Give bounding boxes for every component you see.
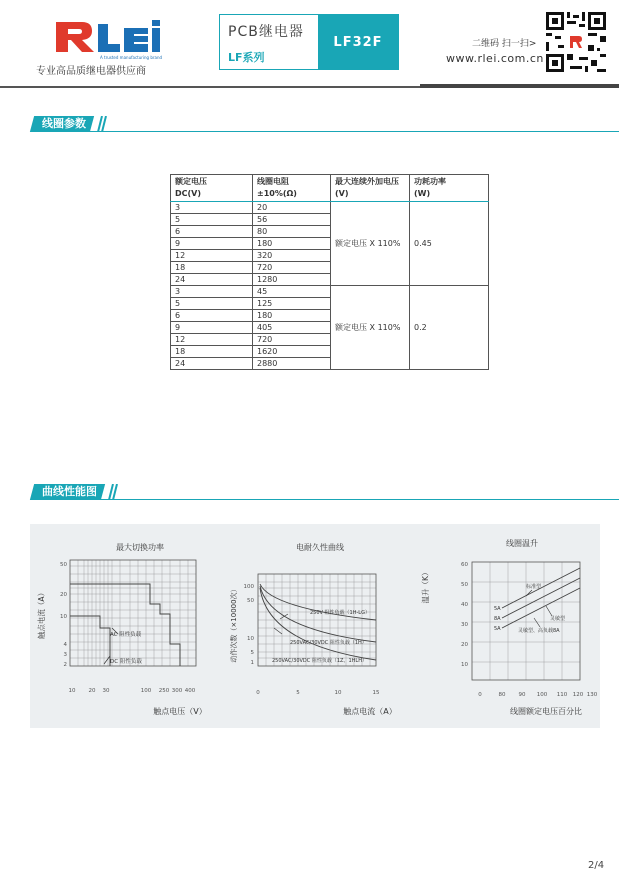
- c2y-tick-label: 5: [250, 650, 254, 656]
- cell-coil-resistance: 720: [253, 262, 331, 274]
- table-row: [171, 286, 489, 298]
- c1y-tick-label: 4: [63, 642, 67, 648]
- cell-rated-voltage: 12: [171, 334, 253, 346]
- chart1-ac-curve: [70, 584, 180, 666]
- cell-rated-voltage: 5: [171, 214, 253, 226]
- cell-rated-voltage: 9: [171, 322, 253, 334]
- c1y-tick-label: 3: [63, 652, 67, 658]
- c1x-tick-label: 20: [88, 688, 96, 694]
- chart3-sens-load-label: 灵敏型、高负载8A: [518, 628, 560, 634]
- chart1-yticks: [60, 562, 68, 668]
- cell-coil-resistance: 80: [253, 226, 331, 238]
- chart2-xticks: [256, 690, 380, 696]
- c3x-tick-label: 90: [518, 692, 526, 698]
- cell-rated-voltage: 24: [171, 358, 253, 370]
- page-number: 2/4: [588, 860, 605, 871]
- c2x-tick-label: 10: [334, 690, 342, 696]
- c2y-tick-label: 10: [247, 636, 254, 642]
- cell-rated-voltage: 6: [171, 226, 253, 238]
- chart3-label-8a: 8A: [494, 616, 501, 622]
- cell-coil-resistance: 180: [253, 238, 331, 250]
- chart2-curve-2-label: 250VAC/30VDC 阻性负载（1H）: [290, 640, 367, 646]
- cell-coil-resistance: 1620: [253, 346, 331, 358]
- cell-coil-resistance: 20: [253, 202, 331, 214]
- chart-electrical-endurance: [226, 524, 406, 728]
- chart2-yticks: [244, 584, 255, 666]
- header-rated-voltage: 额定电压 DC(V): [171, 175, 253, 202]
- product-title: PCB继电器: [228, 24, 304, 40]
- coil-parameter-table: [170, 174, 489, 370]
- c1x-tick-label: 300: [171, 688, 183, 694]
- c3x-tick-label: 130: [586, 692, 598, 698]
- chart2-xlabel: 触点电流（A）: [343, 707, 397, 716]
- cell-power: 0.2: [410, 286, 489, 370]
- website-link[interactable]: www.rlei.com.cn: [446, 52, 544, 65]
- logo-subtext: A trusted manufacturing brand: [100, 55, 162, 60]
- section-line-coil: [32, 131, 619, 132]
- cell-power: 0.45: [410, 202, 489, 286]
- product-series: LF系列: [228, 51, 265, 64]
- c3x-tick-label: 80: [498, 692, 506, 698]
- chart3-label-5a: 5A: [494, 606, 501, 612]
- company-tagline: 专业高品质继电器供应商: [36, 66, 146, 77]
- cell-max-voltage: 额定电压 X 110%: [331, 286, 410, 370]
- c1y-tick-label: 50: [60, 562, 67, 568]
- chart1-grid: [70, 560, 196, 666]
- c3y-tick-label: 30: [461, 622, 468, 628]
- c2x-tick-label: 5: [296, 690, 300, 696]
- header-max-voltage: 最大连续外加电压 (V): [331, 175, 410, 202]
- cell-coil-resistance: 56: [253, 214, 331, 226]
- cell-max-voltage: 额定电压 X 110%: [331, 202, 410, 286]
- table-header-row: [171, 175, 489, 202]
- qr-label: 二维码 扫一扫>: [472, 39, 537, 49]
- cell-coil-resistance: 720: [253, 334, 331, 346]
- chart1-ac-label: AC 阻性负载: [110, 632, 142, 638]
- product-model: LF32F: [318, 15, 398, 69]
- cell-coil-resistance: 2880: [253, 358, 331, 370]
- chart3-xticks: [478, 692, 597, 698]
- cell-rated-voltage: 6: [171, 310, 253, 322]
- chart2-curve-1-label: 250V 阻性负载（1H-LG）: [310, 610, 370, 616]
- section-line-curves: [32, 499, 619, 500]
- c3x-tick-label: 0: [478, 692, 482, 698]
- c3y-tick-label: 40: [461, 602, 468, 608]
- chart3-title: 线圈温升: [506, 539, 538, 548]
- cell-coil-resistance: 45: [253, 286, 331, 298]
- chart3-sens-label: 灵敏型: [550, 616, 566, 622]
- c1x-tick-label: 250: [158, 688, 170, 694]
- table-body: [171, 202, 489, 370]
- chart2-title: 电耐久性曲线: [296, 543, 344, 552]
- section-header-curves: [32, 484, 119, 500]
- cell-rated-voltage: 12: [171, 250, 253, 262]
- chart-max-switching-power: [30, 524, 220, 728]
- c2y-tick-label: 100: [243, 584, 254, 590]
- performance-charts-panel: [30, 524, 600, 728]
- c1y-tick-label: 10: [60, 614, 67, 620]
- chart2-ylabel: 动作次数（×10000次）: [230, 585, 238, 663]
- c3x-tick-label: 120: [572, 692, 584, 698]
- slash-decoration-icon: [105, 484, 119, 500]
- chart3-std-label: 标准型: [526, 584, 542, 590]
- c1x-tick-label: 30: [102, 688, 110, 694]
- section-title-coil: 线圈参数: [42, 117, 86, 130]
- c3y-tick-label: 60: [461, 562, 468, 568]
- c3y-tick-label: 10: [461, 662, 468, 668]
- c1x-tick-label: 400: [184, 688, 196, 694]
- c1x-tick-label: 100: [140, 688, 152, 694]
- c3x-tick-label: 110: [556, 692, 568, 698]
- cell-coil-resistance: 180: [253, 310, 331, 322]
- cell-rated-voltage: 18: [171, 262, 253, 274]
- chart3-label-5a-2: 5A: [494, 626, 501, 632]
- c1y-tick-label: 2: [63, 662, 67, 668]
- chart1-xlabel: 触点电压（V）: [153, 707, 207, 716]
- section-header-coil: [32, 116, 108, 132]
- chart1-dc-label: DC 阻性负载: [110, 659, 142, 665]
- c2x-tick-label: 0: [256, 690, 260, 696]
- header-coil-resistance: 线圈电阻 ±10%(Ω): [253, 175, 331, 202]
- chart1-ylabel: 触点电流（A）: [37, 588, 46, 640]
- cell-rated-voltage: 3: [171, 202, 253, 214]
- cell-rated-voltage: 9: [171, 238, 253, 250]
- table-row: [171, 202, 489, 214]
- section-title-curves: 曲线性能图: [42, 485, 97, 498]
- company-logo: [52, 18, 162, 60]
- chart3-xlabel: 线圈额定电压百分比: [510, 707, 582, 716]
- c2y-tick-label: 1: [250, 660, 254, 666]
- chart3-ylabel: 温升（K）: [421, 568, 430, 604]
- cell-rated-voltage: 24: [171, 274, 253, 286]
- cell-coil-resistance: 1280: [253, 274, 331, 286]
- cell-coil-resistance: 320: [253, 250, 331, 262]
- chart1-xticks: [69, 688, 196, 694]
- chart3-yticks: [461, 562, 468, 668]
- header-power: 功耗功率 (W): [410, 175, 489, 202]
- c2y-tick-label: 50: [247, 598, 254, 604]
- cell-coil-resistance: 405: [253, 322, 331, 334]
- product-title-box: [219, 14, 399, 70]
- header-divider-accent: [420, 84, 619, 88]
- cell-rated-voltage: 18: [171, 346, 253, 358]
- chart1-title: 最大切换功率: [116, 543, 164, 552]
- cell-rated-voltage: 3: [171, 286, 253, 298]
- c3y-tick-label: 50: [461, 582, 468, 588]
- qr-code-icon[interactable]: [546, 12, 606, 72]
- c3y-tick-label: 20: [461, 642, 468, 648]
- cell-rated-voltage: 5: [171, 298, 253, 310]
- c3x-tick-label: 100: [536, 692, 548, 698]
- c1y-tick-label: 20: [60, 592, 67, 598]
- slash-decoration-icon: [94, 116, 108, 132]
- c2x-tick-label: 15: [372, 690, 380, 696]
- c1x-tick-label: 10: [68, 688, 76, 694]
- cell-coil-resistance: 125: [253, 298, 331, 310]
- chart-coil-temperature-rise: [414, 524, 600, 728]
- chart2-curve-3-label: 250VAC/30VDC 阻性负载（1Z、1HLH）: [272, 658, 367, 664]
